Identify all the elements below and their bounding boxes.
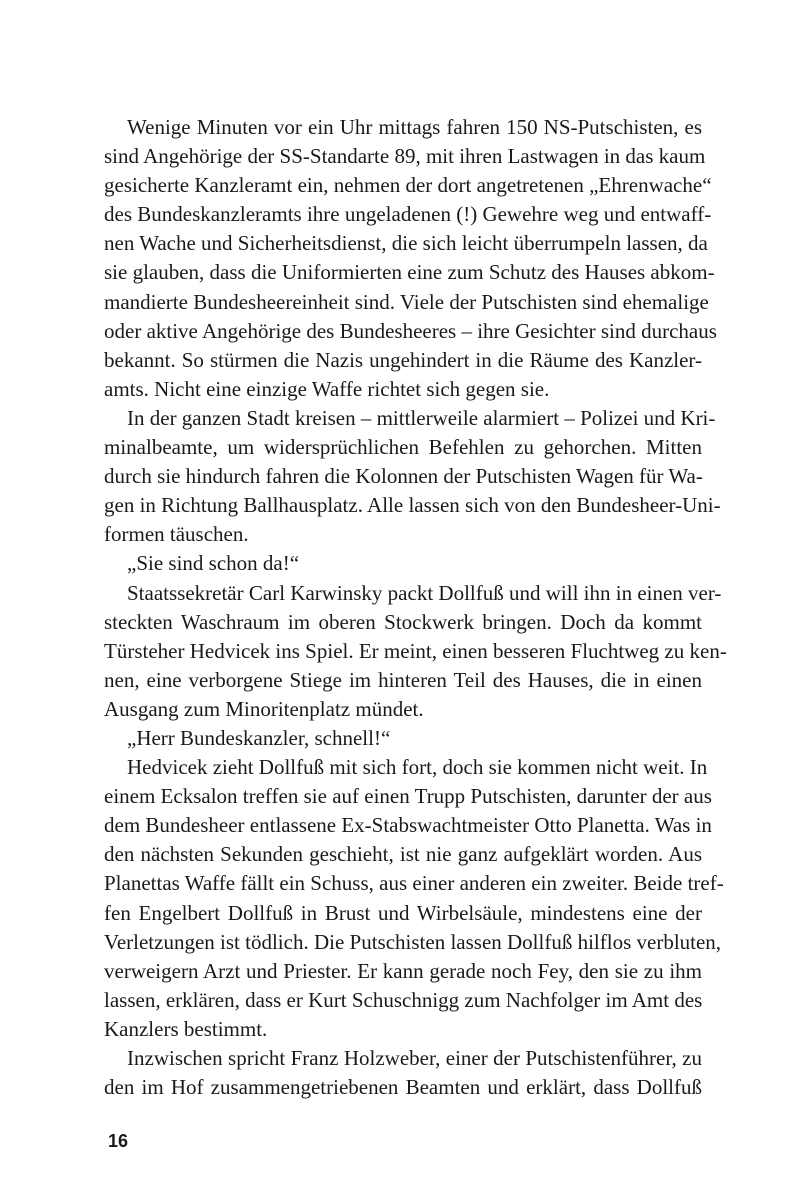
text-line: Staatssekretär Carl Karwinsky packt Dollfuß und will ihn in einen ver- [127, 580, 722, 605]
text-line: Wenige Minuten vor ein Uhr mittags fahren 150 NS-Putschisten, es [127, 115, 702, 139]
text-line: fen Engelbert Dollfuß in Brust und Wirbelsäule, mindestens eine der [104, 900, 702, 925]
text-line: minalbeamte, um widersprüchlichen Befehlen zu gehorchen. Mitten [104, 435, 702, 460]
text-line: durch sie hindurch fahren die Kolonnen der Putschisten Wagen für Wa- [104, 464, 703, 489]
text-line: Inzwischen spricht Franz Holzweber, einer der Putschistenführer, zu [127, 1046, 702, 1070]
text-line: gen in Richtung Ballhausplatz. Alle lassen sich von den Bundesheer-Uni- [104, 493, 721, 518]
text-line: dem Bundesheer entlassene Ex-Stabswachtmeister Otto Planetta. Was in [104, 813, 712, 838]
text-line: sie glauben, dass die Uniformierten eine zum Schutz des Hauses abkom- [104, 260, 715, 285]
text-line: Türsteher Hedvicek ins Spiel. Er meint, einen besseren Fluchtweg zu ken- [104, 638, 727, 663]
text-line: sind Angehörige der SS-Standarte 89, mit ihren Lastwagen in das kaum [104, 144, 706, 169]
text-line: steckten Waschraum im oberen Stockwerk bringen. Doch da kommt [104, 609, 702, 634]
paragraph-6 [104, 753, 724, 1044]
text-line: mandierte Bundesheereinheit sind. Viele der Putschisten sind ehemalige [104, 289, 709, 314]
page-number: 16 [108, 1131, 129, 1151]
text-line: gesicherte Kanzleramt ein, nehmen der dort angetretenen „Ehrenwache“ [104, 173, 712, 198]
text-line: amts. Nicht eine einzige Waffe richtet sich gegen sie. [104, 376, 550, 401]
paragraph-1 [104, 113, 717, 404]
text-line: In der ganzen Stadt kreisen – mittlerweile alarmiert – Polizei und Kri- [127, 405, 716, 430]
text-line: einem Ecksalon treffen sie auf einen Trupp Putschisten, darunter der aus [104, 784, 712, 809]
text-line: verweigern Arzt und Priester. Er kann gerade noch Fey, den sie zu ihm [104, 958, 702, 983]
paragraph-4 [104, 579, 727, 724]
paragraph-2 [104, 404, 721, 549]
text-line: Verletzungen ist tödlich. Die Putschisten lassen Dollfuß hilflos verbluten, [104, 929, 722, 954]
text-line: bekannt. So stürmen die Nazis ungehindert in die Räume des Kanzler- [104, 347, 702, 372]
text-line: formen täuschen. [104, 522, 249, 547]
text-line: nen Wache und Sicherheitsdienst, die sich leicht überrumpeln lassen, da [104, 231, 708, 256]
text-line: den nächsten Sekunden geschieht, ist nie ganz aufgeklärt worden. Aus [104, 842, 702, 867]
text-line: nen, eine verborgene Stiege im hinteren Teil des Hauses, die in einen [104, 667, 702, 692]
text-line: lassen, erklären, dass er Kurt Schuschnigg zum Nachfolger im Amt des [104, 987, 703, 1012]
text-line: „Herr Bundeskanzler, schnell!“ [127, 725, 391, 750]
text-line: den im Hof zusammengetriebenen Beamten und erklärt, dass Dollfuß [104, 1075, 702, 1100]
text-line: Planettas Waffe fällt ein Schuss, aus einer anderen ein zweiter. Beide tref- [104, 871, 724, 896]
paragraph-5 [104, 724, 702, 753]
text-line: Hedvicek zieht Dollfuß mit sich fort, doch sie kommen nicht weit. In [127, 755, 708, 780]
text-line: Ausgang zum Minoritenplatz mündet. [104, 696, 424, 721]
paragraph-3 [104, 549, 702, 578]
text-line: Kanzlers bestimmt. [104, 1016, 268, 1041]
body-text [104, 113, 727, 1102]
text-line: oder aktive Angehörige des Bundesheeres – ihre Gesichter sind durchaus [104, 318, 717, 343]
paragraph-7 [104, 1044, 702, 1102]
text-line: des Bundeskanzleramts ihre ungeladenen (!) Gewehre weg und entwaff- [104, 202, 712, 227]
text-line: „Sie sind schon da!“ [127, 551, 300, 576]
